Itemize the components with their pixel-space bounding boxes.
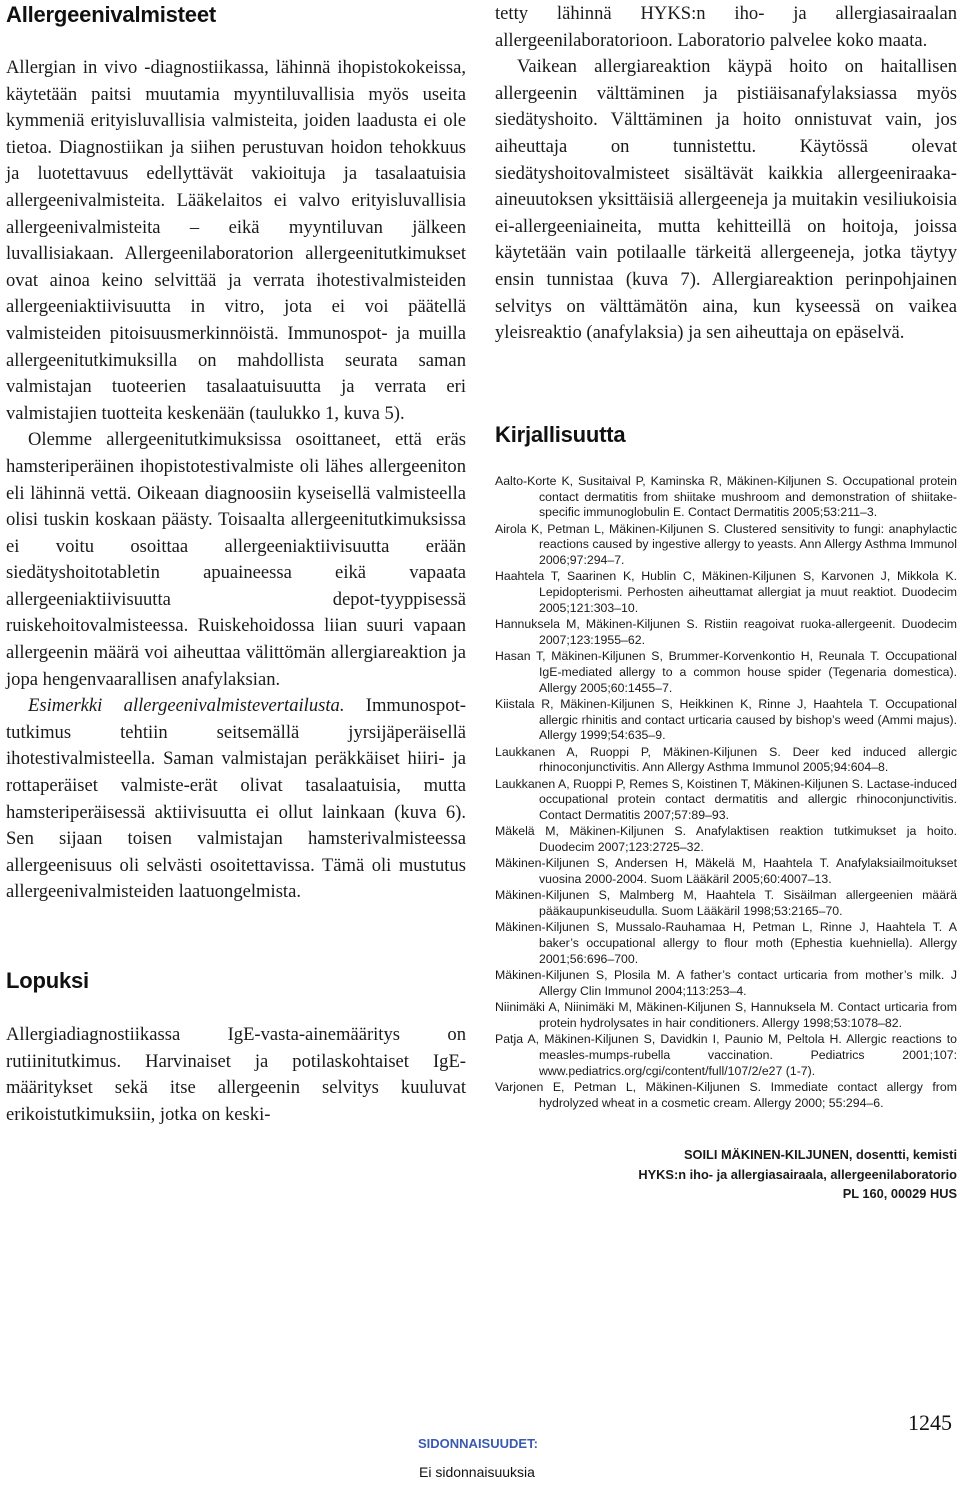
reference-list	[495, 474, 957, 1112]
section-title-kirjallisuutta: Kirjallisuutta	[495, 421, 626, 447]
conflicts-value: Ei sidonnaisuuksia	[419, 1464, 535, 1480]
author-affiliation: HYKS:n iho- ja allergiasairaala, allergeenilaboratorio	[638, 1166, 957, 1182]
author-name: SOILI MÄKINEN-KILJUNEN, dosentti, kemisti	[683, 1147, 957, 1163]
paragraph: tetty lähinnä HYKS:n iho- ja allergiasairaalan allergeenilaboratorioon. Laboratorio palvelee koko maata.	[495, 3, 957, 51]
reference-item: Aalto-Korte K, Susitaival P, Kaminska R, Mäkinen-Kiljunen S. Occupational protein contact dermatitis from shiitake mushroom and demonstration of shiitake-specific immunoglobulin E. Contact Dermatitis 2005;53:211–3.	[495, 473, 957, 520]
left-column	[6, 0, 466, 1128]
reference-item: Varjonen E, Petman L, Mäkinen-Kiljunen S. Immediate contact allergy from hydrolyzed wheat in a cosmetic cream. Allergy 2000; 55:294–6.	[495, 1079, 957, 1110]
reference-item: Airola K, Petman L, Mäkinen-Kiljunen S. Clustered sensitivity to fungi: anaphylactic reactions caused by ingestive allergy to yeasts. Ann Allergy Asthma Immunol 2006;97:294–7.	[495, 521, 957, 568]
conflicts-label: SIDONNAISUUDET:	[418, 1436, 538, 1451]
reference-item: Mäkinen-Kiljunen S, Plosila M. A father’s contact urticaria from mother’s milk. J Allergy Clin Immunol 2004;113:253–4.	[495, 968, 957, 998]
section-title-lopuksi: Lopuksi	[6, 968, 89, 993]
paragraph-example	[6, 693, 466, 906]
reference-item: Hannuksela M, Mäkinen-Kiljunen S. Ristiin reagoivat ruoka-allergeenit. Duodecim 2007;123:1955–62.	[495, 617, 957, 647]
reference-item: Mäkinen-Kiljunen S, Malmberg M, Haahtela T. Sisäilman allergeenien määrä pääkaupunkiseudulla. Suom Lääkäril 1998;53:2165–70.	[495, 888, 957, 919]
reference-item: Kiistala R, Mäkinen-Kiljunen S, Heikkinen K, Rinne J, Haahtela T. Occupational allergic rhinitis and contact urticaria caused by bishop’s weed (Ammi majus). Allergy 1999;54:635–9.	[495, 696, 957, 743]
reference-item: Laukkanen A, Ruoppi P, Remes S, Koistinen T, Mäkinen-Kiljunen S. Lactase-induced occupational protein contact dermatitis and allergic rhinoconjunctivitis. Contact Dermatitis 2007;57:89–93.	[495, 776, 957, 823]
paragraph: Allergiadiagnostiikassa IgE-vasta-ainemääritys on rutiinitutkimus. Harvinaiset ja potilaskohtaiset IgE-määritykset sekä itse allergeenin selvitys kuuluvat erikoistutkimuksiin, jotka on keski-	[6, 1024, 466, 1125]
reference-item: Mäkinen-Kiljunen S, Andersen H, Mäkelä M, Haahtela T. Anafylaksiailmoitukset vuosina 2000-2004. Suom Lääkäril 2005;60:4007–13.	[495, 856, 957, 887]
reference-item: Mäkelä M, Mäkinen-Kiljunen S. Anafylaktisen reaktion tutkimukset ja hoito. Duodecim 2007;123:2725–32.	[495, 824, 957, 855]
example-body-text: Immunospot-tutkimus tehtiin seitsemällä jyrsijäperäisellä ihotestivalmisteella. Saman valmistajan peräkkäiset hiiri- ja rottaperäiset valmiste-erät olivat tasalaatuisia, mutta hamsteriperäisessä aktiivisuutta ei ollut lainkaan (kuva 6). Sen sijaan toisen valmistajan hamsterivalmisteessa allergeenisuus oli selvästi osoitettavissa. Tämä oli mustutus allergeenivalmisteiden laatuongelmista.	[6, 695, 466, 903]
right-column	[495, 0, 957, 1204]
author-block	[495, 1145, 957, 1204]
author-address: PL 160, 00029 HUS	[842, 1186, 957, 1202]
paragraph: Vaikean allergiareaktion käypä hoito on haitallisen allergeenin välttäminen ja pistiäisanafylaksiassa myös siedätyshoito. Välttäminen ja hoito onnistuvat vain, jos aiheuttaja on tunnistettu. Käytössä olevat siedätyshoitovalmisteet sisältävät kaikkia allergeeniraaka-aineuutoksen yksittäisiä allergeeneja ja muitakin vesiliukoisia ei-allergeeniaineita, mutta kehitteillä on hoitoja, joissa käytetään vain potilaalle tärkeitä allergeeneja, jotka täytyy ensin tunnistaa (kuva 7). Allergiareaktion perinpohjainen selvitys on välttämätön aina, kun kyseessä on vaikea yleisreaktio (anafylaksia) ja sen aiheuttaja on epäselvä.	[495, 56, 957, 344]
reference-item: Haahtela T, Saarinen K, Hublin C, Mäkinen-Kiljunen S, Karvonen J, Mikkola K. Lepidopterismi. Perhosten aiheuttamat allergiat ja muut reaktiot. Duodecim 2005;121:303–10.	[495, 569, 957, 615]
section-title-allergeenivalmisteet: Allergeenivalmisteet	[6, 2, 216, 27]
reference-item: Mäkinen-Kiljunen S, Mussalo-Rauhamaa H, Petman L, Rinne J, Haahtela T. A baker’s occupational allergy to flour moth (Ephestia kuehniella). Allergy 2001;56:696–700.	[495, 920, 957, 966]
paragraph: Allergian in vivo -diagnostiikassa, lähinnä ihopistokokeissa, käytetään paitsi muutamia myyntiluvallisia myös useita kymmeniä erityisluvallisia valmisteita, joiden laadusta ei ole tietoa. Diagnostiikan ja siihen perustuvan hoidon tehokkuus ja luotettavuus edellyttävät vakioituja ja tasalaatuisia allergeenivalmisteita. Lääkelaitos ei valvo erityisluvallisia allergeenivalmisteita – eikä myyntiluvan jälkeen luvallisiakaan. Allergeenilaboratorion allergeenitutkimukset ovat ainoa keino selvittää ja verrata ihotestivalmisteiden allergeeniaktiivisuutta in vitro, jota ei voi päätellä valmisteiden pitoisuusmerkinnöistä. Immunospot- ja muilla allergeenitutkimuksilla on mahdollista seurata saman valmistajan tuoteerien tasalaatuisuutta ja verrata eri valmistajien tuotteita keskenään (taulukko 1, kuva 5).	[6, 57, 466, 424]
reference-item: Niinimäki A, Niinimäki M, Mäkinen-Kiljunen S, Hannuksela M. Contact urticaria from protein hydrolysates in hair conditioners. Allergy 1998;53:1078–82.	[495, 1000, 957, 1030]
reference-item: Laukkanen A, Ruoppi P, Mäkinen-Kiljunen S. Deer ked induced allergic rhinoconjunctivitis. Ann Allergy Asthma Immunol 2005;94:604–8.	[495, 744, 957, 775]
paragraph: Olemme allergeenitutkimuksissa osoittaneet, että eräs hamsteriperäinen ihopistotestivalmiste oli lähes allergeeniton eli lähinnä vettä. Oikeaan diagnoosiin kyseisellä valmisteella olisi tuskin koskaan päästy. Toisaalta allergeenitutkimuksissa ei voitu osoittaa allergeeniaktiivisuutta erään siedätyshoitotabletin apuaineessa eikä vapaata allergeeniaktiivisuutta depot-tyyppisessä ruiskehoitovalmisteessa. Ruiskehoidossa liian suuri vapaan allergeenin määrä voi aiheuttaa välittömän allergiareaktion ja jopa hengenvaarallisen anafylaksian.	[6, 429, 466, 690]
reference-item: Hasan T, Mäkinen-Kiljunen S, Brummer-Korvenkontio H, Reunala T. Occupational IgE-mediated allergy to a common house spider (Tegenaria domestica). Allergy 2005;60:1455–7.	[495, 649, 957, 695]
example-lead-text: Esimerkki allergeenivalmistevertailusta.	[28, 695, 345, 717]
reference-item: Patja A, Mäkinen-Kiljunen S, Davidkin I, Paunio M, Peltola H. Allergic reactions to measles-mumps-rubella vaccination. Pediatrics 2001;107: www.pediatrics.org/cgi/content/full/107/2/e27 (1-7).	[495, 1032, 957, 1078]
page-number: 1245	[908, 1410, 952, 1435]
